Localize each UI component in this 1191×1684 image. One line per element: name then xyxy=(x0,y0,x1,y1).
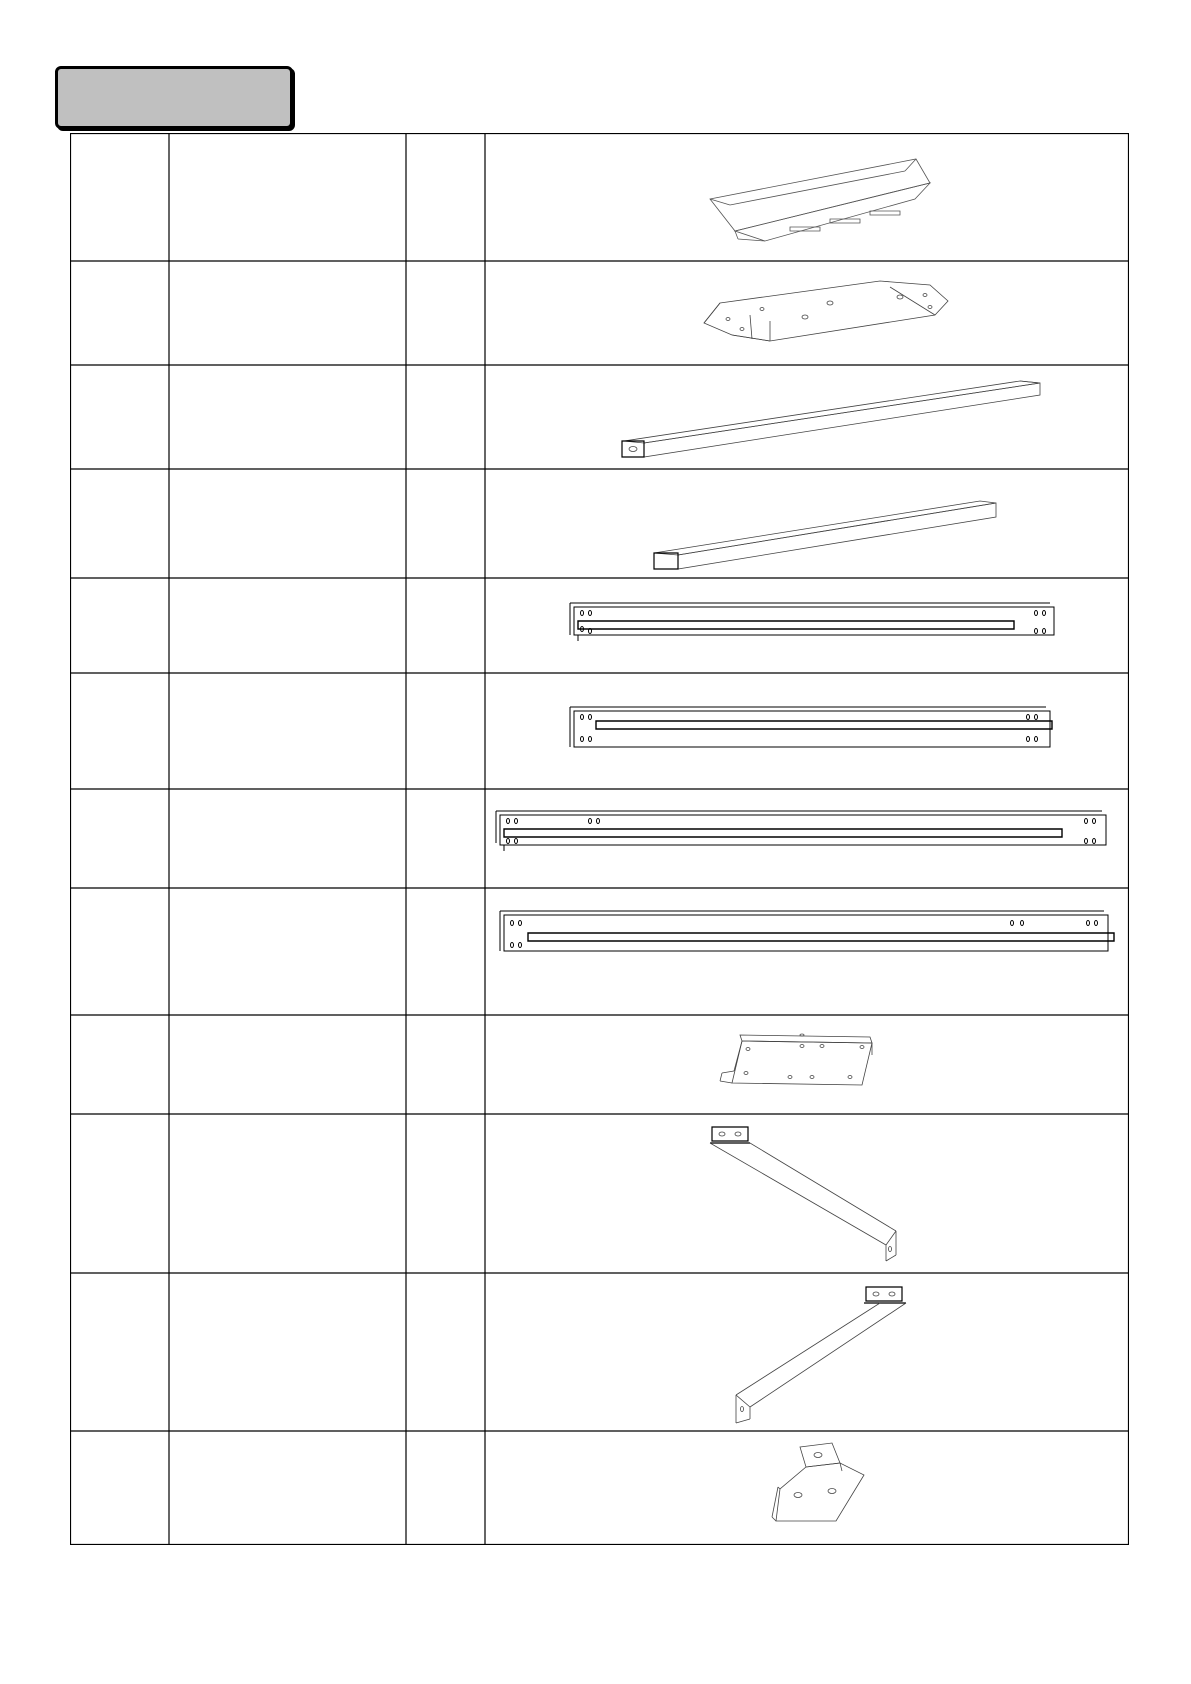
short-square-tube-icon xyxy=(630,483,1070,573)
long-square-tube-icon xyxy=(600,373,1100,463)
angled-brace-right-icon xyxy=(720,1283,1000,1433)
long-channel-rail-pair-a-icon xyxy=(490,801,1120,881)
angled-brace-left-icon xyxy=(700,1123,1000,1273)
top-connector-plate-icon xyxy=(680,273,1010,363)
roof-cap-part-icon xyxy=(690,153,1010,253)
corner-gusset-icon xyxy=(760,1439,960,1539)
channel-rail-pair-b-icon xyxy=(560,693,1070,783)
section-header-box xyxy=(55,66,293,129)
channel-rail-pair-a-icon xyxy=(560,591,1070,671)
long-channel-rail-pair-b-icon xyxy=(494,901,1124,991)
bent-bracket-plate-icon xyxy=(690,1025,970,1111)
parts-table xyxy=(70,133,1129,1545)
